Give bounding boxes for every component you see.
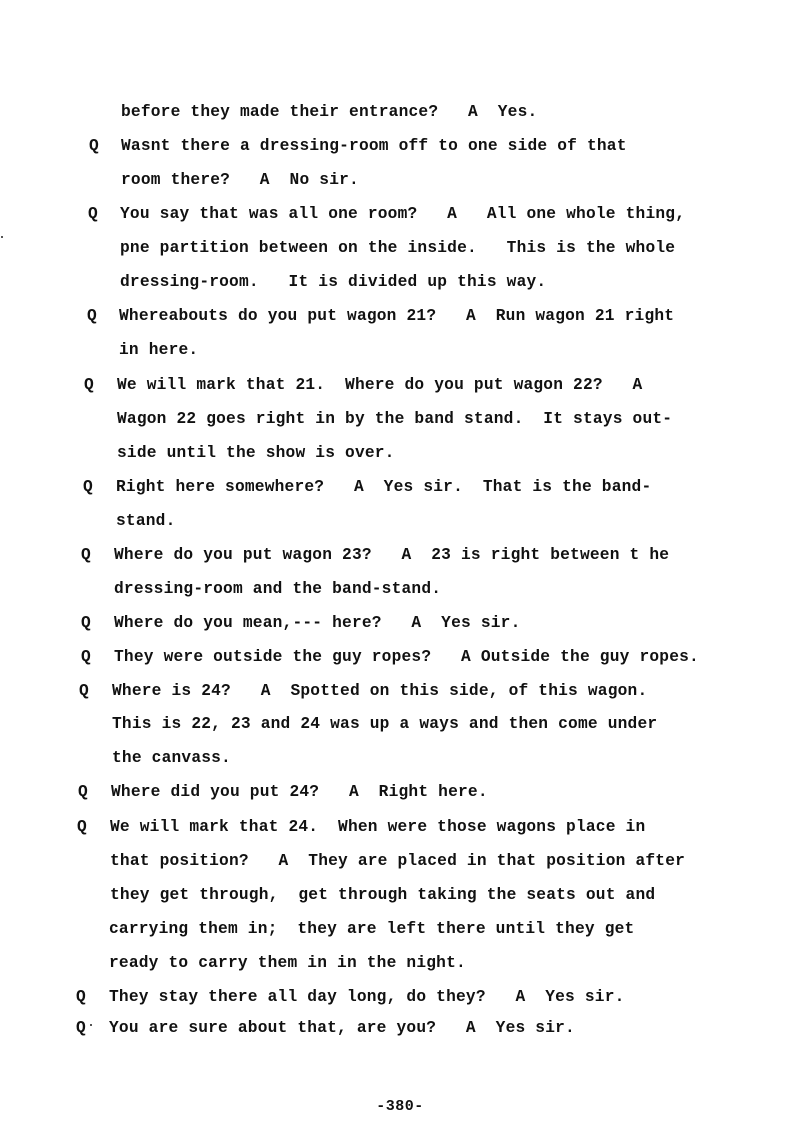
question-marker: Q — [81, 614, 91, 632]
transcript-line: in here. — [119, 341, 199, 359]
transcript-line: Where do you put wagon 23? A 23 is right between t he — [114, 546, 670, 564]
transcript-line: side until the show is over. — [117, 444, 395, 462]
transcript-line: dressing-room and the band-stand. — [114, 580, 442, 598]
transcript-line: stand. — [116, 512, 176, 530]
margin-mark — [90, 1024, 92, 1026]
question-marker: Q — [77, 818, 87, 836]
transcript-line: ready to carry them in in the night. — [109, 954, 466, 972]
transcript-line: that position? A They are placed in that position after — [110, 852, 686, 870]
transcript-line: We will mark that 21. Where do you put wagon 22? A — [117, 376, 643, 394]
question-marker: Q — [83, 478, 93, 496]
transcript-line: You are sure about that, are you? A Yes sir. — [109, 1019, 575, 1037]
transcript-line: You say that was all one room? A All one whole thing, — [120, 205, 686, 223]
transcript-line: This is 22, 23 and 24 was up a ways and then come under — [112, 715, 658, 733]
transcript-line: before they made their entrance? A Yes. — [121, 103, 538, 121]
question-marker: Q — [87, 307, 97, 325]
question-marker: Q — [88, 205, 98, 223]
transcript-line: Whereabouts do you put wagon 21? A Run wagon 21 right — [119, 307, 675, 325]
transcript-line: Wasnt there a dressing-room off to one side of that — [121, 137, 627, 155]
transcript-line: Where is 24? A Spotted on this side, of this wagon. — [112, 682, 648, 700]
transcript-line: They stay there all day long, do they? A Yes sir. — [109, 988, 625, 1006]
question-marker: Q — [89, 137, 99, 155]
transcript-line: the canvass. — [112, 749, 231, 767]
transcript-line: Where did you put 24? A Right here. — [111, 783, 488, 801]
transcript-line: they get through, get through taking the seats out and — [110, 886, 656, 904]
question-marker: Q — [81, 648, 91, 666]
transcript-line: They were outside the guy ropes? A Outside the guy ropes. — [114, 648, 699, 666]
transcript-line: pne partition between on the inside. This is the whole — [120, 239, 676, 257]
transcript-line: dressing-room. It is divided up this way. — [120, 273, 547, 291]
question-marker: Q — [84, 376, 94, 394]
question-marker: Q — [78, 783, 88, 801]
question-marker: Q — [79, 682, 89, 700]
page-number: -380- — [376, 1098, 424, 1115]
transcript-line: Wagon 22 goes right in by the band stand. It stays out- — [117, 410, 673, 428]
question-marker: Q — [81, 546, 91, 564]
margin-mark — [1, 236, 3, 238]
transcript-line: Right here somewhere? A Yes sir. That is the band- — [116, 478, 652, 496]
transcript-line: We will mark that 24. When were those wagons place in — [110, 818, 646, 836]
question-marker: Q — [76, 988, 86, 1006]
question-marker: Q — [76, 1019, 86, 1037]
transcript-line: room there? A No sir. — [121, 171, 359, 189]
transcript-line: Where do you mean,--- here? A Yes sir. — [114, 614, 521, 632]
transcript-line: carrying them in; they are left there until they get — [109, 920, 635, 938]
